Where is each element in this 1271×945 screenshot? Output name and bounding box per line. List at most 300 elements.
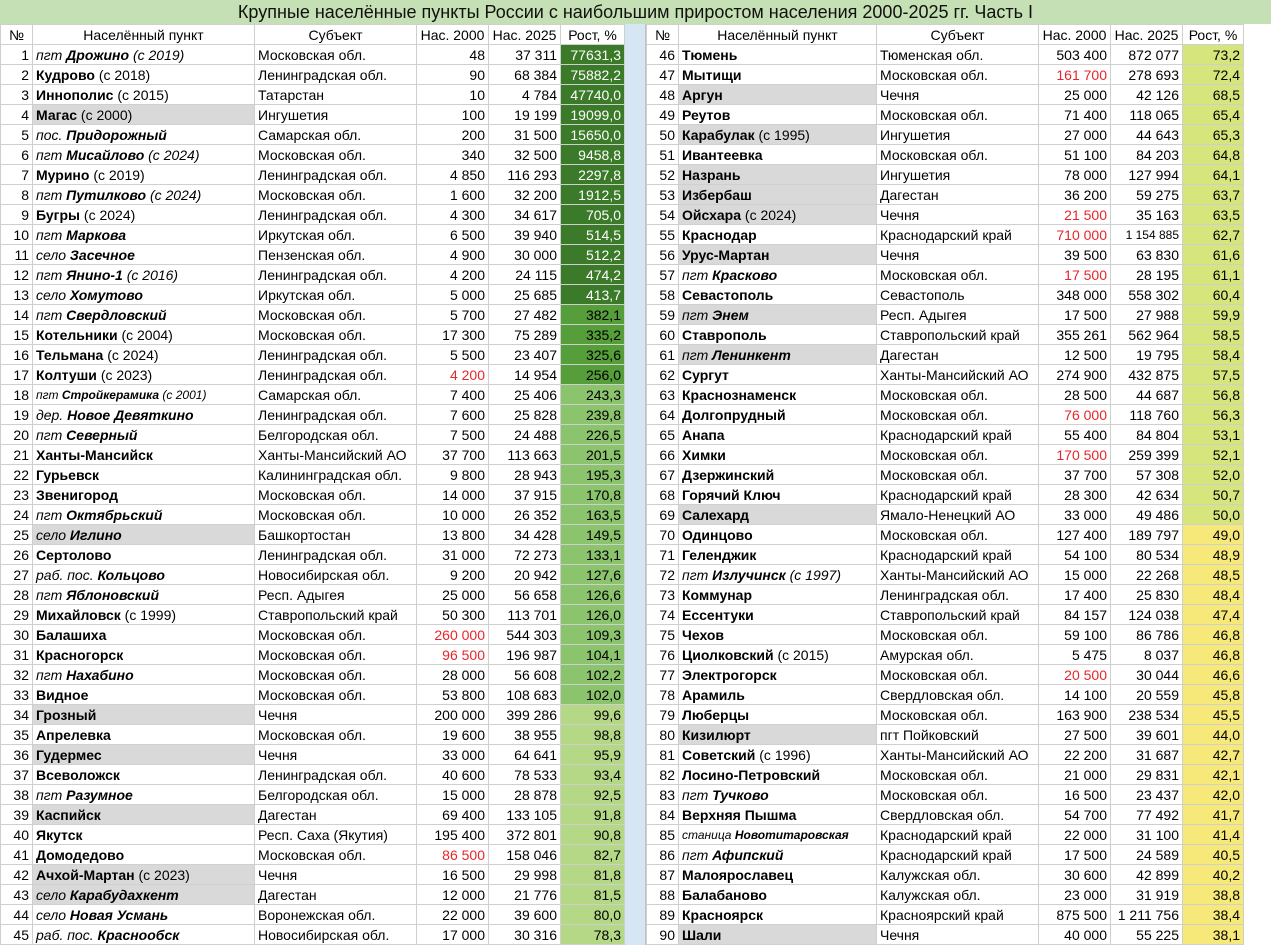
header-name: Населённый пункт	[33, 25, 255, 45]
settlement-name	[33, 585, 255, 605]
subject: Ингушетия	[877, 125, 1039, 145]
pop-2025: 133 105	[489, 805, 561, 825]
pop-2000: 25 000	[1039, 85, 1111, 105]
settlement-title: Ставрополь	[682, 326, 767, 343]
table-row	[647, 925, 1244, 945]
table-row	[647, 725, 1244, 745]
settlement-type: раб. пос.	[36, 926, 94, 943]
settlement-title: Мурино	[36, 166, 90, 183]
growth-percent: 38,1	[1183, 925, 1244, 945]
settlement-title: Бугры	[36, 206, 81, 223]
table-row	[647, 445, 1244, 465]
subject: Московская обл.	[255, 45, 417, 65]
growth-percent: 413,7	[561, 285, 625, 305]
subject: Воронежская обл.	[255, 905, 417, 925]
subject: Московская обл.	[877, 265, 1039, 285]
growth-percent: 514,5	[561, 225, 625, 245]
growth-percent: 72,4	[1183, 65, 1244, 85]
settlement-type: пгт	[682, 306, 709, 323]
settlement-name	[33, 65, 255, 85]
settlement-name	[33, 285, 255, 305]
row-number: 71	[647, 545, 679, 565]
pop-2000: 22 200	[1039, 745, 1111, 765]
growth-percent: 59,9	[1183, 305, 1244, 325]
table-row	[647, 525, 1244, 545]
growth-percent: 45,5	[1183, 705, 1244, 725]
settlement-name	[33, 45, 255, 65]
growth-percent: 335,2	[561, 325, 625, 345]
table-row	[1, 485, 625, 505]
pop-2025: 8 037	[1111, 645, 1183, 665]
growth-percent: 38,4	[1183, 905, 1244, 925]
pop-2000: 15 000	[1039, 565, 1111, 585]
settlement-title: Всеволожск	[36, 766, 120, 783]
settlement-name	[679, 465, 877, 485]
subject: Чечня	[877, 245, 1039, 265]
subject: Калужская обл.	[877, 885, 1039, 905]
pop-2025: 38 955	[489, 725, 561, 745]
pop-2025: 29 831	[1111, 765, 1183, 785]
pop-2000: 200 000	[417, 705, 489, 725]
growth-percent: 126,0	[561, 605, 625, 625]
pop-2000: 22 000	[417, 905, 489, 925]
row-number: 11	[1, 245, 33, 265]
subject: Ленинградская обл.	[255, 65, 417, 85]
pop-2025: 59 275	[1111, 185, 1183, 205]
settlement-type: пос.	[36, 126, 63, 143]
pop-2000: 19 600	[417, 725, 489, 745]
settlement-name	[33, 765, 255, 785]
settlement-type: станица	[682, 827, 732, 842]
subject: Самарская обл.	[255, 125, 417, 145]
settlement-name	[679, 325, 877, 345]
settlement-title: Карабудахкент	[69, 886, 179, 903]
settlement-title: Назрань	[682, 166, 741, 183]
pop-2025: 31 687	[1111, 745, 1183, 765]
settlement-type: пгт	[682, 846, 709, 863]
subject: Респ. Адыгея	[255, 585, 417, 605]
settlement-type: село	[36, 886, 67, 903]
row-number: 13	[1, 285, 33, 305]
settlement-title: Верхняя Пышма	[682, 806, 797, 823]
settlement-name	[33, 265, 255, 285]
settlement-title: Ачхой-Мартан	[36, 866, 135, 883]
settlement-title: Придорожный	[66, 126, 167, 143]
settlement-name	[679, 585, 877, 605]
table-row	[647, 825, 1244, 845]
pop-2000: 100	[417, 105, 489, 125]
row-number: 86	[647, 845, 679, 865]
growth-percent: 42,7	[1183, 745, 1244, 765]
pop-2000: 90	[417, 65, 489, 85]
table-row	[647, 905, 1244, 925]
table-row	[1, 185, 625, 205]
settlement-name	[33, 925, 255, 945]
table-row	[647, 385, 1244, 405]
table-row	[647, 65, 1244, 85]
row-number: 61	[647, 345, 679, 365]
table-row	[647, 565, 1244, 585]
pop-2025: 34 617	[489, 205, 561, 225]
row-number: 53	[647, 185, 679, 205]
table-row	[1, 525, 625, 545]
subject: Ставропольский край	[877, 325, 1039, 345]
pop-2025: 80 534	[1111, 545, 1183, 565]
table-row	[1, 65, 625, 85]
growth-percent: 382,1	[561, 305, 625, 325]
settlement-title: Нахабино	[66, 666, 134, 683]
header-growth: Рост, %	[1183, 25, 1244, 45]
settlement-title: Якутск	[36, 826, 83, 843]
row-number: 78	[647, 685, 679, 705]
pop-2025: 108 683	[489, 685, 561, 705]
table-row	[1, 605, 625, 625]
pop-2000: 17 500	[1039, 305, 1111, 325]
table-row	[1, 105, 625, 125]
column-divider	[624, 24, 646, 945]
pop-2025: 37 915	[489, 485, 561, 505]
growth-percent: 48,5	[1183, 565, 1244, 585]
settlement-title: Путилково	[66, 186, 147, 203]
subject: Севастополь	[877, 285, 1039, 305]
subject: Ленинградская обл.	[255, 265, 417, 285]
pop-2025: 399 286	[489, 705, 561, 725]
subject: Ленинградская обл.	[877, 585, 1039, 605]
pop-2025: 372 801	[489, 825, 561, 845]
row-number: 89	[647, 905, 679, 925]
growth-percent: 109,3	[561, 625, 625, 645]
table-row	[1, 825, 625, 845]
subject: Московская обл.	[255, 305, 417, 325]
subject: Иркутская обл.	[255, 285, 417, 305]
pop-2025: 113 663	[489, 445, 561, 465]
row-number: 33	[1, 685, 33, 705]
subject: Чечня	[255, 865, 417, 885]
status-year: (с 2019)	[132, 46, 185, 63]
settlement-name	[679, 65, 877, 85]
pop-2025: 432 875	[1111, 365, 1183, 385]
settlement-type: пгт	[682, 346, 709, 363]
subject: Ленинградская обл.	[255, 205, 417, 225]
settlement-title: Малоярославец	[682, 866, 794, 883]
pop-2025: 118 760	[1111, 405, 1183, 425]
row-number: 62	[647, 365, 679, 385]
status-year: (с 2024)	[107, 346, 159, 363]
row-number: 55	[647, 225, 679, 245]
pop-2000: 9 200	[417, 565, 489, 585]
settlement-type: село	[36, 906, 67, 923]
table-row	[1, 345, 625, 365]
pop-2000: 15 000	[417, 785, 489, 805]
table-row	[1, 845, 625, 865]
left-table	[0, 24, 625, 945]
growth-percent: 63,7	[1183, 185, 1244, 205]
subject: Московская обл.	[877, 405, 1039, 425]
status-year: (с 2000)	[80, 106, 133, 123]
pop-2025: 22 268	[1111, 565, 1183, 585]
settlement-title: Салехард	[682, 506, 750, 523]
pop-2025: 259 399	[1111, 445, 1183, 465]
settlement-title: Северный	[66, 426, 138, 443]
settlement-name	[33, 345, 255, 365]
table-row	[1, 205, 625, 225]
pop-2000: 17 500	[1039, 265, 1111, 285]
settlement-name	[679, 545, 877, 565]
settlement-name	[33, 145, 255, 165]
subject: Ставропольский край	[255, 605, 417, 625]
header-num: №	[1, 25, 33, 45]
subject: Московская обл.	[255, 505, 417, 525]
settlement-type: село	[36, 246, 67, 263]
table-title: Крупные населённые пункты России с наибольшим приростом населения 2000-2025 гг. Часть I	[0, 0, 1271, 24]
row-number: 16	[1, 345, 33, 365]
pop-2000: 5 000	[417, 285, 489, 305]
settlement-title: Гурьевск	[36, 466, 99, 483]
pop-2000: 54 100	[1039, 545, 1111, 565]
pop-2000: 78 000	[1039, 165, 1111, 185]
settlement-name	[33, 525, 255, 545]
pop-2000: 170 500	[1039, 445, 1111, 465]
pop-2025: 32 200	[489, 185, 561, 205]
pop-2025: 25 830	[1111, 585, 1183, 605]
row-number: 51	[647, 145, 679, 165]
table-row	[647, 145, 1244, 165]
settlement-title: Каспийск	[36, 806, 101, 823]
pop-2025: 78 533	[489, 765, 561, 785]
pop-2000: 4 200	[417, 265, 489, 285]
header-row	[1, 25, 625, 45]
growth-percent: 195,3	[561, 465, 625, 485]
settlement-name	[33, 205, 255, 225]
row-number: 31	[1, 645, 33, 665]
growth-percent: 38,8	[1183, 885, 1244, 905]
pop-2000: 28 000	[417, 665, 489, 685]
status-year: (с 2016)	[126, 266, 179, 283]
pop-2000: 4 200	[417, 365, 489, 385]
pop-2025: 27 482	[489, 305, 561, 325]
settlement-name	[679, 285, 877, 305]
table-row	[1, 405, 625, 425]
table-row	[1, 625, 625, 645]
subject: Ленинградская обл.	[255, 165, 417, 185]
pop-2000: 53 800	[417, 685, 489, 705]
settlement-title: Горячий Ключ	[682, 486, 781, 503]
pop-2025: 64 641	[489, 745, 561, 765]
pop-2000: 51 100	[1039, 145, 1111, 165]
settlement-name	[679, 765, 877, 785]
settlement-title: Чехов	[682, 626, 725, 643]
row-number: 27	[1, 565, 33, 585]
pop-2000: 33 000	[417, 745, 489, 765]
row-number: 69	[647, 505, 679, 525]
settlement-type: пгт	[36, 387, 59, 402]
subject: Чечня	[877, 925, 1039, 945]
growth-percent: 42,1	[1183, 765, 1244, 785]
status-year: (с 2023)	[100, 366, 153, 383]
settlement-name	[33, 705, 255, 725]
subject: Башкортостан	[255, 525, 417, 545]
table-row	[647, 345, 1244, 365]
subject: Ханты-Мансийский АО	[877, 565, 1039, 585]
pop-2000: 17 300	[417, 325, 489, 345]
pop-2000: 37 700	[417, 445, 489, 465]
pop-2025: 35 163	[1111, 205, 1183, 225]
growth-percent: 92,5	[561, 785, 625, 805]
row-number: 3	[1, 85, 33, 105]
row-number: 37	[1, 765, 33, 785]
settlement-name	[679, 105, 877, 125]
settlement-title: Апрелевка	[36, 726, 111, 743]
pop-2025: 1 211 756	[1111, 905, 1183, 925]
pop-2025: 116 293	[489, 165, 561, 185]
growth-percent: 95,9	[561, 745, 625, 765]
subject: Дагестан	[255, 805, 417, 825]
pop-2025: 72 273	[489, 545, 561, 565]
pop-2025: 19 795	[1111, 345, 1183, 365]
settlement-title: Арамиль	[682, 686, 745, 703]
pop-2025: 25 828	[489, 405, 561, 425]
row-number: 43	[1, 885, 33, 905]
row-number: 79	[647, 705, 679, 725]
pop-2025: 31 500	[489, 125, 561, 145]
growth-percent: 78,3	[561, 925, 625, 945]
settlement-name	[679, 605, 877, 625]
subject: Ямало-Ненецкий АО	[877, 505, 1039, 525]
pop-2025: 39 600	[489, 905, 561, 925]
header-pop2000: Нас. 2000	[417, 25, 489, 45]
growth-percent: 243,3	[561, 385, 625, 405]
row-number: 90	[647, 925, 679, 945]
subject: Новосибирская обл.	[255, 565, 417, 585]
growth-percent: 56,3	[1183, 405, 1244, 425]
pop-2000: 10 000	[417, 505, 489, 525]
pop-2000: 48	[417, 45, 489, 65]
settlement-title: Люберцы	[682, 706, 750, 723]
settlement-title: Мисайлово	[66, 146, 145, 163]
pop-2025: 44 687	[1111, 385, 1183, 405]
pop-2025: 34 428	[489, 525, 561, 545]
pop-2000: 5 700	[417, 305, 489, 325]
settlement-title: Излучинск	[712, 566, 786, 583]
settlement-title: Коммунар	[682, 586, 753, 603]
growth-percent: 65,3	[1183, 125, 1244, 145]
left-table-body	[1, 45, 625, 945]
header-pop2000: Нас. 2000	[1039, 25, 1111, 45]
pop-2000: 163 900	[1039, 705, 1111, 725]
subject: Краснодарский край	[877, 845, 1039, 865]
pop-2025: 31 100	[1111, 825, 1183, 845]
pop-2025: 28 943	[489, 465, 561, 485]
pop-2000: 503 400	[1039, 45, 1111, 65]
row-number: 4	[1, 105, 33, 125]
pop-2025: 42 126	[1111, 85, 1183, 105]
table-row	[1, 585, 625, 605]
table-row	[647, 745, 1244, 765]
subject: Ленинградская обл.	[255, 365, 417, 385]
pop-2025: 55 225	[1111, 925, 1183, 945]
growth-percent: 64,1	[1183, 165, 1244, 185]
row-number: 21	[1, 445, 33, 465]
growth-percent: 46,8	[1183, 625, 1244, 645]
settlement-title: Октябрьский	[66, 506, 163, 523]
pop-2000: 84 157	[1039, 605, 1111, 625]
row-number: 57	[647, 265, 679, 285]
pop-2000: 16 500	[1039, 785, 1111, 805]
table-row	[647, 805, 1244, 825]
table-row	[647, 205, 1244, 225]
pop-2025: 278 693	[1111, 65, 1183, 85]
settlement-title: Новая Усмань	[69, 906, 169, 923]
status-year: (с 2023)	[138, 866, 190, 883]
pop-2000: 348 000	[1039, 285, 1111, 305]
settlement-title: Балашиха	[36, 626, 107, 643]
table-row	[647, 425, 1244, 445]
settlement-title: Стройкерамика	[61, 387, 160, 402]
pop-2025: 1 154 885	[1111, 225, 1183, 245]
subject: Иркутская обл.	[255, 225, 417, 245]
header-num: №	[647, 25, 679, 45]
table-row	[1, 545, 625, 565]
pop-2000: 20 500	[1039, 665, 1111, 685]
right-table-container	[646, 24, 1244, 945]
table-row	[1, 305, 625, 325]
settlement-name	[33, 545, 255, 565]
pop-2000: 875 500	[1039, 905, 1111, 925]
pop-2000: 17 500	[1039, 845, 1111, 865]
pop-2000: 69 400	[417, 805, 489, 825]
settlement-name	[33, 165, 255, 185]
subject: Московская обл.	[255, 845, 417, 865]
growth-percent: 47740,0	[561, 85, 625, 105]
subject: Московская обл.	[255, 625, 417, 645]
pop-2000: 14 000	[417, 485, 489, 505]
pop-2000: 10	[417, 85, 489, 105]
settlement-title: Ойсхара	[682, 206, 742, 223]
settlement-type: раб. пос.	[36, 566, 94, 583]
pop-2000: 27 500	[1039, 725, 1111, 745]
pop-2000: 30 600	[1039, 865, 1111, 885]
growth-percent: 41,4	[1183, 825, 1244, 845]
subject: Ленинградская обл.	[255, 345, 417, 365]
table-row	[647, 625, 1244, 645]
settlement-title: Тельмана	[36, 346, 104, 363]
settlement-name	[679, 125, 877, 145]
table-row	[1, 445, 625, 465]
pop-2025: 42 634	[1111, 485, 1183, 505]
settlement-name	[33, 665, 255, 685]
table-row	[1, 245, 625, 265]
pop-2025: 31 919	[1111, 885, 1183, 905]
pop-2000: 50 300	[417, 605, 489, 625]
settlement-name	[33, 625, 255, 645]
growth-percent: 102,0	[561, 685, 625, 705]
pop-2025: 56 608	[489, 665, 561, 685]
row-number: 10	[1, 225, 33, 245]
row-number: 12	[1, 265, 33, 285]
table-row	[647, 585, 1244, 605]
pop-2025: 56 658	[489, 585, 561, 605]
subject: Новосибирская обл.	[255, 925, 417, 945]
settlement-title: Советский	[682, 746, 756, 763]
growth-percent: 80,0	[561, 905, 625, 925]
settlement-title: Хомутово	[69, 286, 143, 303]
growth-percent: 705,0	[561, 205, 625, 225]
growth-percent: 40,5	[1183, 845, 1244, 865]
subject: Ленинградская обл.	[255, 545, 417, 565]
settlement-name	[33, 185, 255, 205]
status-year: (с 1999)	[124, 606, 177, 623]
growth-percent: 40,2	[1183, 865, 1244, 885]
